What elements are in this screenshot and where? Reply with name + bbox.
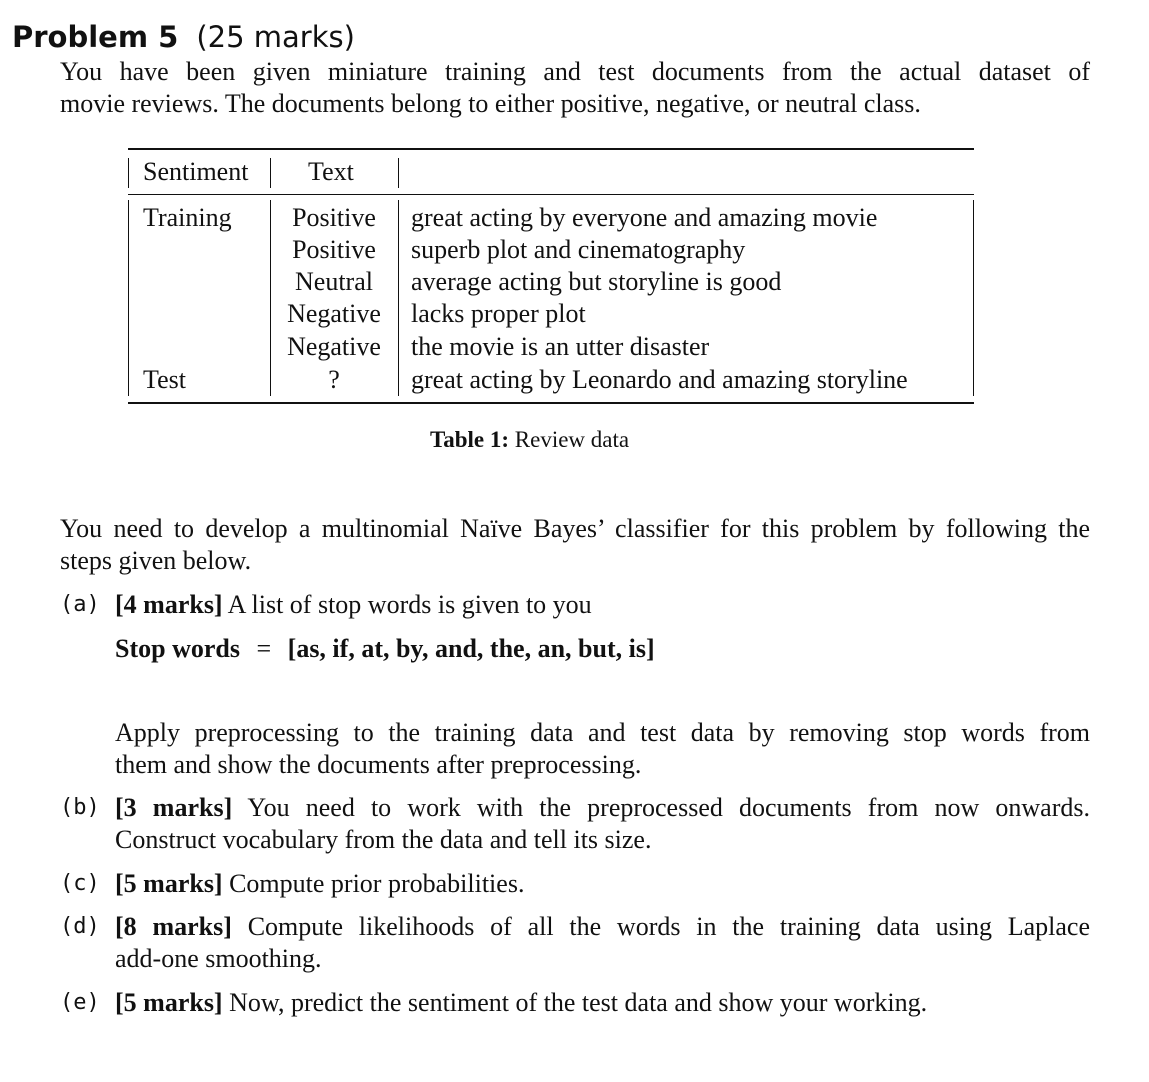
stop-words-list: [as, if, at, by, and, the, an, but, is] xyxy=(287,634,655,663)
group-training: Training xyxy=(143,203,232,232)
item-b-line-1: You need to work with the preprocessed documents from now onwards. xyxy=(247,793,1090,822)
header-text: Text xyxy=(308,157,354,186)
item-a-apply-line-2: them and show the documents after preprocessing. xyxy=(115,750,642,779)
intro-paragraph xyxy=(60,56,1090,120)
item-c-text: Compute prior probabilities. xyxy=(229,869,525,898)
row-text: great acting by Leonardo and amazing storyline xyxy=(411,365,908,394)
table-vrule xyxy=(128,200,129,396)
table-vrule xyxy=(973,200,974,396)
table-vrule xyxy=(398,158,399,188)
item-a xyxy=(115,589,1090,621)
item-c xyxy=(115,868,1090,900)
task-paragraph xyxy=(60,513,1090,577)
item-d-line-2: add-one smoothing. xyxy=(115,944,322,973)
table-bottom-rule xyxy=(128,402,974,404)
row-label: Neutral xyxy=(295,267,373,296)
item-c-marks: [5 marks] xyxy=(115,869,223,898)
item-b xyxy=(115,792,1090,856)
table-vrule xyxy=(398,200,399,396)
item-b-marks: [3 marks] xyxy=(115,793,233,822)
row-label: Negative xyxy=(287,299,381,328)
item-c-label: (c) xyxy=(60,871,100,896)
row-label: Positive xyxy=(292,235,376,264)
item-a-text: A list of stop words is given to you xyxy=(227,590,592,619)
item-d xyxy=(115,911,1090,975)
intro-line-1: You have been given miniature training and test documents from the actual dataset of xyxy=(60,57,1090,86)
table-vrule xyxy=(270,200,271,396)
item-d-line-1: Compute likelihoods of all the words in the training data using Laplace xyxy=(247,912,1090,941)
problem-title xyxy=(12,18,355,56)
item-e-marks: [5 marks] xyxy=(115,988,223,1017)
caption-text: Review data xyxy=(514,427,630,452)
review-data-table xyxy=(128,148,974,404)
table-caption xyxy=(430,424,629,456)
row-label: ? xyxy=(328,365,340,394)
item-d-marks: [8 marks] xyxy=(115,912,232,941)
task-line-1: You need to develop a multinomial Naïve Bayes’ classifier for this problem by following the xyxy=(60,514,1090,543)
table-header-rule xyxy=(128,194,974,195)
table-top-rule xyxy=(128,148,974,150)
item-b-label: (b) xyxy=(60,795,100,820)
row-text: great acting by everyone and amazing movie xyxy=(411,203,878,232)
intro-line-2: movie reviews. The documents belong to either positive, negative, or neutral class. xyxy=(60,89,921,118)
equals-sign: = xyxy=(256,634,272,663)
item-e-label: (e) xyxy=(60,990,100,1015)
group-test: Test xyxy=(143,365,186,394)
caption-label: Table 1: xyxy=(430,427,510,452)
item-a-marks: [4 marks] xyxy=(115,590,223,619)
header-sentiment: Sentiment xyxy=(143,157,249,186)
row-text: lacks proper plot xyxy=(411,299,586,328)
item-e-text: Now, predict the sentiment of the test data and show your working. xyxy=(229,988,928,1017)
item-a-apply-line-1: Apply preprocessing to the training data and test data by removing stop words from xyxy=(115,718,1090,747)
item-a-apply xyxy=(115,717,1090,781)
item-d-label: (d) xyxy=(60,914,100,939)
row-text: superb plot and cinematography xyxy=(411,235,746,264)
task-line-2: steps given below. xyxy=(60,546,252,575)
problem-name: Problem 5 xyxy=(12,20,179,54)
row-text: average acting but storyline is good xyxy=(411,267,782,296)
item-b-line-2: Construct vocabulary from the data and tell its size. xyxy=(115,825,652,854)
table-vrule xyxy=(128,158,129,188)
item-a-label: (a) xyxy=(60,592,100,617)
stop-words-label: Stop words xyxy=(115,634,240,663)
problem-marks: (25 marks) xyxy=(196,20,355,54)
row-label: Positive xyxy=(292,203,376,232)
item-e xyxy=(115,987,1090,1019)
row-text: the movie is an utter disaster xyxy=(411,332,710,361)
row-label: Negative xyxy=(287,332,381,361)
stop-words-line xyxy=(115,632,655,666)
table-vrule xyxy=(270,158,271,188)
